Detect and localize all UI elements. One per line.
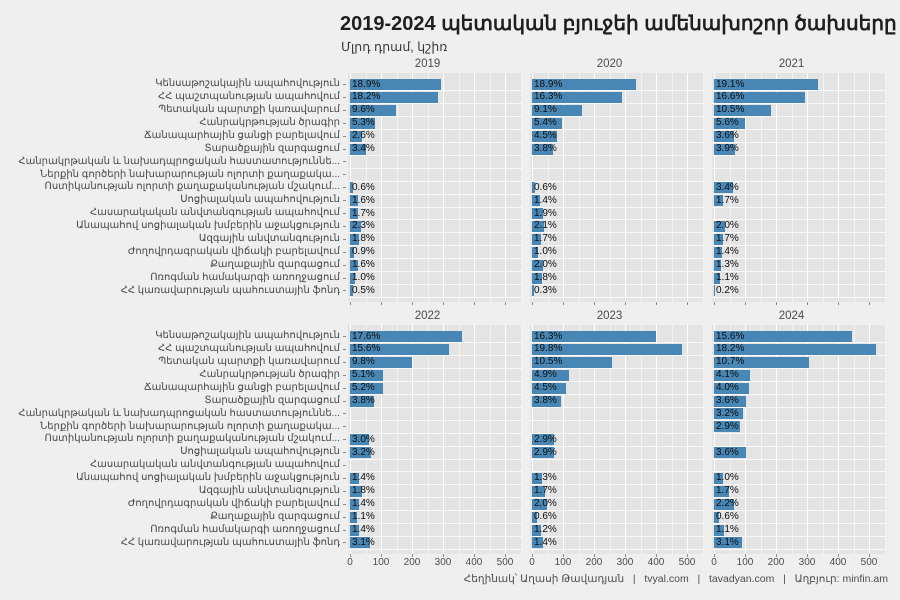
bar-value-label: 1.8% (352, 233, 375, 245)
bar-value-label: 0.5% (352, 284, 375, 296)
category-label: ՀՀ կառավարության պահուստային ֆոնդ (120, 284, 340, 296)
gridline-row (348, 420, 522, 421)
x-tick-label: 0 (529, 557, 535, 568)
x-tick-label: 100 (554, 557, 572, 568)
bar-value-label: 15.6% (352, 343, 381, 355)
facet-title-2022: 2022 (414, 310, 441, 322)
x-axis-tick (869, 302, 870, 305)
bar-value-label: 1.0% (716, 472, 739, 484)
bar-value-label: 2.0% (534, 259, 557, 271)
y-axis-tick (343, 530, 346, 531)
category-label: Սոցիալական ապահովություն (180, 446, 340, 458)
gridline-major (869, 73, 870, 302)
bar-value-label: 1.4% (534, 536, 557, 548)
x-axis-tick (505, 302, 506, 305)
category-label: Ճանապարհային ցանցի բարելավում (144, 381, 340, 393)
x-tick-label: 0 (711, 557, 717, 568)
gridline-row (712, 549, 886, 550)
gridline-major (807, 73, 808, 302)
bar-value-label: 3.6% (716, 446, 739, 458)
y-axis-tick (343, 375, 346, 376)
bar-value-label: 3.8% (534, 395, 557, 406)
bar-value-label: 1.7% (716, 233, 739, 245)
bar-value-label: 17.6% (352, 330, 381, 342)
gridline-row (530, 155, 704, 156)
x-axis-tick (807, 302, 808, 305)
bar-value-label: 15.6% (716, 330, 745, 342)
gridline-minor (641, 325, 642, 554)
gridline-minor (672, 325, 673, 554)
category-label: Քաղաքային զարգացում (210, 258, 340, 270)
category-label: Ներքին գործերի նախարարության ոլորտի քաղաքակա... (39, 168, 340, 180)
chart-subtitle: Մլրդ դրամ, կշիռ (341, 40, 448, 54)
category-label: Անապահով սոցիալական խմբերին աջակցություն (76, 220, 340, 232)
gridline-major (869, 325, 870, 554)
bar-value-label: 18.2% (716, 343, 745, 355)
y-axis-tick (343, 478, 346, 479)
bar-value-label: 1.7% (352, 207, 375, 219)
bar-value-label: 16.3% (534, 330, 563, 342)
bar-value-label: 19.8% (534, 343, 563, 355)
x-axis-tick (656, 302, 657, 305)
category-label: Պետական պարտքի կառավարում (158, 356, 340, 367)
y-axis-tick (343, 452, 346, 453)
x-axis-tick (714, 302, 715, 305)
category-label: Հանրակրթական և նախադպրոցական հաստատություննե... (18, 407, 340, 419)
y-axis-tick (343, 426, 346, 427)
y-axis-tick (343, 239, 346, 240)
bar-value-label: 4.5% (534, 382, 557, 394)
category-label: Ոռոգման համակարգի առողջացում (150, 523, 340, 535)
x-axis-tick (625, 302, 626, 305)
gridline-row (348, 407, 522, 408)
bar-value-label: 1.7% (534, 233, 557, 245)
chart-caption: Հեղինակ՝ Աղասի Թավադյան | tvyal.com | tavadyan.com | Աղբյուր: minfin.am (463, 573, 888, 585)
bar-value-label: 1.3% (716, 259, 739, 271)
gridline-row (348, 155, 522, 156)
y-axis-tick (343, 439, 346, 440)
bar-value-label: 1.4% (352, 498, 375, 510)
y-axis-tick (343, 252, 346, 253)
category-label: Տարածքային զարգացում (204, 142, 340, 154)
category-label: Հասարակական անվտանգության ապահովում (89, 459, 340, 471)
category-label: Հասարակական անվտանգության ապահովում (89, 207, 340, 219)
facet-panel-2023 (530, 325, 704, 554)
bar-value-label: 1.1% (716, 524, 739, 535)
bar-value-label: 10.5% (716, 104, 745, 116)
bar-value-label: 2.9% (716, 420, 739, 432)
gridline-row (530, 407, 704, 408)
category-label: Ոռոգման համակարգի առողջացում (150, 271, 340, 283)
bar-value-label: 2.1% (534, 220, 557, 232)
gridline-row (530, 549, 704, 550)
gridline-major (625, 325, 626, 554)
bar-value-label: 0.6% (534, 511, 557, 523)
y-axis-tick (343, 174, 346, 175)
bar-value-label: 1.0% (534, 246, 557, 258)
category-label: Ազգային անվտանգություն (198, 233, 340, 244)
y-axis-tick (343, 290, 346, 291)
gridline-major (656, 73, 657, 302)
gridline-major (474, 73, 475, 302)
facet-title-2020: 2020 (596, 58, 623, 70)
y-axis-tick (343, 504, 346, 505)
gridline-major (594, 73, 595, 302)
bar-value-label: 1.7% (534, 485, 557, 497)
gridline-minor (823, 325, 824, 554)
facet-title-2023: 2023 (596, 310, 623, 322)
gridline-row (348, 168, 522, 169)
gridline-row (530, 297, 704, 298)
x-tick-label: 300 (434, 557, 452, 568)
bar (714, 285, 715, 296)
x-tick-label: 200 (767, 557, 785, 568)
bar-value-label: 18.9% (352, 78, 381, 90)
bar-value-label: 0.3% (534, 284, 557, 296)
gridline-minor (641, 73, 642, 302)
bar-value-label: 3.1% (352, 536, 375, 548)
gridline-minor (397, 73, 398, 302)
x-tick-label: 400 (829, 557, 847, 568)
facet-panel-2024 (712, 325, 886, 554)
category-label: Ոստիկանության ոլորտի քաղաքականության մշակում... (44, 433, 340, 445)
gridline-row (348, 549, 522, 550)
bar-value-label: 3.2% (352, 446, 375, 458)
bar-value-label: 2.3% (352, 220, 375, 232)
gridline-major (838, 325, 839, 554)
bar-value-label: 9.6% (352, 104, 375, 116)
bar-value-label: 18.2% (352, 91, 381, 103)
facet-panel-2021 (712, 73, 886, 302)
category-label: ՀՀ պաշտպանության ապահովում (157, 91, 340, 103)
category-label: Հանրակրթության ծրագիր (199, 116, 340, 128)
gridline-row (712, 459, 886, 460)
bar-value-label: 5.2% (352, 382, 375, 394)
category-label: ՀՀ պաշտպանության ապահովում (157, 343, 340, 355)
bar-value-label: 10.7% (716, 356, 745, 368)
gridline-row (712, 207, 886, 208)
bar-value-label: 0.6% (352, 181, 375, 193)
gridline-minor (823, 73, 824, 302)
y-axis-tick (343, 226, 346, 227)
bar-value-label: 3.6% (716, 130, 739, 142)
bar-value-label: 0.9% (352, 246, 375, 258)
gridline-minor (885, 325, 886, 554)
gridline-major (776, 73, 777, 302)
gridline-minor (792, 73, 793, 302)
bar-value-label: 9.8% (352, 356, 375, 368)
y-axis-tick (343, 110, 346, 111)
gridline-major (838, 73, 839, 302)
gridline-row (712, 155, 886, 156)
x-axis-tick (594, 302, 595, 305)
x-axis-tick (532, 302, 533, 305)
bar-value-label: 16.6% (716, 91, 745, 103)
y-axis-tick (343, 401, 346, 402)
category-label: Սոցիալական ապահովություն (180, 194, 340, 206)
x-tick-label: 300 (798, 557, 816, 568)
facet-panel-2020 (530, 73, 704, 302)
category-label: Ոստիկանության ոլորտի քաղաքականության մշակում... (44, 181, 340, 193)
bar-value-label: 1.8% (352, 485, 375, 497)
chart-title: 2019-2024 պետական բյուջեի ամենախոշոր ծախսերը (340, 13, 897, 35)
x-tick-label: 100 (736, 557, 754, 568)
bar-value-label: 4.5% (534, 130, 557, 142)
bar-value-label: 1.0% (352, 272, 375, 283)
bar-value-label: 5.6% (716, 117, 739, 129)
category-label: Ազգային անվտանգություն (198, 485, 340, 496)
bar-value-label: 3.4% (716, 181, 739, 193)
gridline-minor (490, 325, 491, 554)
x-tick-label: 0 (347, 557, 353, 568)
gridline-minor (521, 73, 522, 302)
category-label: Անապահով սոցիալական խմբերին աջակցություն (76, 472, 340, 484)
category-label: ՀՀ կառավարության պահուստային ֆոնդ (120, 536, 340, 548)
x-tick-label: 500 (678, 557, 696, 568)
bar-value-label: 1.1% (716, 272, 739, 283)
bar-value-label: 1.4% (716, 246, 739, 258)
y-axis-tick (343, 213, 346, 214)
category-label: Ներքին գործերի նախարարության ոլորտի քաղաքակա... (39, 420, 340, 432)
facet-title-2019: 2019 (414, 58, 441, 70)
x-tick-label: 400 (465, 557, 483, 568)
bar-value-label: 0.6% (534, 181, 557, 193)
y-axis-tick (343, 491, 346, 492)
x-axis-tick (412, 302, 413, 305)
y-axis-tick (343, 542, 346, 543)
bar-value-label: 16.3% (534, 91, 563, 103)
gridline-minor (459, 325, 460, 554)
bar-value-label: 5.4% (534, 117, 557, 129)
bar-value-label: 5.1% (352, 369, 375, 381)
y-axis-tick (343, 388, 346, 389)
bar-value-label: 1.1% (352, 511, 375, 523)
gridline-minor (428, 325, 429, 554)
bar-value-label: 4.0% (716, 382, 739, 394)
gridline-row (348, 297, 522, 298)
y-axis-tick (343, 278, 346, 279)
y-axis-tick (343, 123, 346, 124)
gridline-row (530, 168, 704, 169)
bar-value-label: 2.2% (716, 498, 739, 510)
x-axis-tick (563, 302, 564, 305)
gridline-minor (490, 73, 491, 302)
bar-value-label: 3.1% (716, 536, 739, 548)
y-axis-tick (343, 465, 346, 466)
bar-value-label: 1.7% (716, 194, 739, 206)
x-axis-tick (776, 302, 777, 305)
bar-value-label: 1.3% (534, 472, 557, 484)
gridline-major (412, 73, 413, 302)
gridline-minor (428, 73, 429, 302)
y-axis-tick (343, 517, 346, 518)
facet-title-2024: 2024 (778, 310, 805, 322)
x-tick-label: 500 (860, 557, 878, 568)
gridline-row (712, 297, 886, 298)
gridline-minor (854, 73, 855, 302)
gridline-minor (459, 73, 460, 302)
bar-value-label: 1.6% (352, 259, 375, 271)
gridline-minor (521, 325, 522, 554)
bar-value-label: 10.5% (534, 356, 563, 368)
bar-value-label: 1.4% (352, 472, 375, 484)
gridline-major (443, 73, 444, 302)
bar-value-label: 3.0% (352, 433, 375, 445)
gridline-major (443, 325, 444, 554)
y-axis-tick (343, 149, 346, 150)
gridline-minor (610, 73, 611, 302)
facet-title-2021: 2021 (778, 58, 805, 70)
category-label: Տարածքային զարգացում (204, 394, 340, 406)
bar-value-label: 0.2% (716, 284, 739, 296)
gridline-row (530, 420, 704, 421)
y-axis-tick (343, 200, 346, 201)
category-label: Կենսաթոշակային ապահովություն (155, 330, 340, 342)
bar-value-label: 1.8% (534, 272, 557, 283)
category-label: Ժողովրդագրական վիճակի բարելավում (127, 497, 340, 509)
bar-value-label: 5.3% (352, 117, 375, 129)
y-axis-tick (343, 265, 346, 266)
gridline-major (625, 73, 626, 302)
category-label: Պետական պարտքի կառավարում (158, 104, 340, 115)
category-label: Քաղաքային զարգացում (210, 510, 340, 522)
x-axis-tick (474, 302, 475, 305)
bar-value-label: 4.1% (716, 369, 739, 381)
y-axis-tick (343, 349, 346, 350)
bar-value-label: 2.0% (716, 220, 739, 232)
x-axis-tick (443, 302, 444, 305)
y-axis-tick (343, 362, 346, 363)
bar-value-label: 3.8% (534, 143, 557, 154)
bar-value-label: 0.6% (716, 511, 739, 523)
gridline-major (505, 73, 506, 302)
x-tick-label: 200 (403, 557, 421, 568)
y-axis-tick (343, 413, 346, 414)
gridline-row (348, 459, 522, 460)
gridline-major (656, 325, 657, 554)
bar-value-label: 1.2% (534, 524, 557, 535)
y-axis-tick (343, 84, 346, 85)
bar-value-label: 3.9% (716, 143, 739, 154)
gridline-major (687, 73, 688, 302)
gridline-major (474, 325, 475, 554)
x-axis-tick (350, 302, 351, 305)
gridline-row (530, 459, 704, 460)
bar-value-label: 3.6% (716, 395, 739, 406)
bar-value-label: 3.8% (352, 395, 375, 406)
category-label: Ժողովրդագրական վիճակի բարելավում (127, 245, 340, 257)
bar-value-label: 19.1% (716, 78, 745, 90)
category-label: Հանրակրթական և նախադպրոցական հաստատություննե... (18, 155, 340, 167)
gridline-minor (854, 325, 855, 554)
x-axis-tick (381, 302, 382, 305)
bar-value-label: 2.6% (352, 130, 375, 142)
y-axis-tick (343, 97, 346, 98)
bar-value-label: 1.4% (534, 194, 557, 206)
gridline-major (687, 325, 688, 554)
category-label: Ճանապարհային ցանցի բարելավում (144, 129, 340, 141)
bar-value-label: 2.9% (534, 433, 557, 445)
facet-panel-2019 (348, 73, 522, 302)
bar-value-label: 2.9% (534, 446, 557, 458)
gridline-row (712, 168, 886, 169)
bar-value-label: 1.7% (716, 485, 739, 497)
category-label: Կենսաթոշակային ապահովություն (155, 78, 340, 90)
x-tick-label: 100 (372, 557, 390, 568)
facet-panel-2022 (348, 325, 522, 554)
bar-value-label: 4.9% (534, 369, 557, 381)
bar-value-label: 18.9% (534, 78, 563, 90)
bar-value-label: 3.4% (352, 143, 375, 154)
gridline-minor (703, 73, 704, 302)
x-tick-label: 500 (496, 557, 514, 568)
x-axis-tick (838, 302, 839, 305)
y-axis-tick (343, 161, 346, 162)
y-axis-tick (343, 336, 346, 337)
bar-value-label: 9.1% (534, 104, 557, 116)
y-axis-tick (343, 187, 346, 188)
x-tick-label: 200 (585, 557, 603, 568)
bar-value-label: 2.0% (534, 498, 557, 510)
gridline-minor (672, 73, 673, 302)
bar-value-label: 1.4% (352, 524, 375, 535)
bar-value-label: 3.2% (716, 407, 739, 419)
category-label: Հանրակրթության ծրագիր (199, 368, 340, 380)
bar-value-label: 1.9% (534, 207, 557, 219)
gridline-minor (703, 325, 704, 554)
x-axis-tick (745, 302, 746, 305)
gridline-row (712, 433, 886, 434)
x-axis-tick (687, 302, 688, 305)
bar-value-label: 1.6% (352, 194, 375, 206)
x-tick-label: 400 (647, 557, 665, 568)
y-axis-tick (343, 136, 346, 137)
x-tick-label: 300 (616, 557, 634, 568)
gridline-minor (885, 73, 886, 302)
gridline-major (505, 325, 506, 554)
